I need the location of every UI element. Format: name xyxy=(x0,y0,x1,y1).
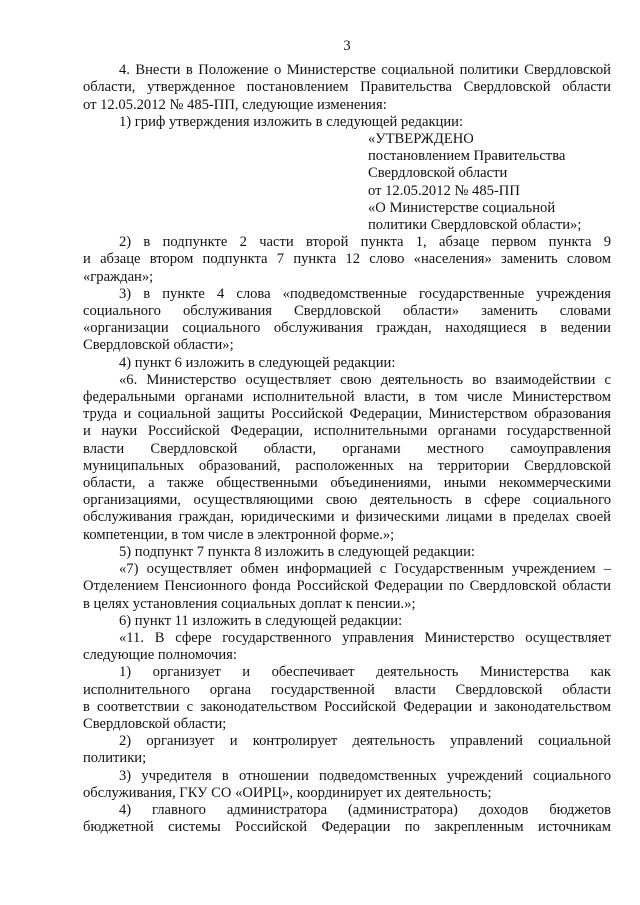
stamp-line: от 12.05.2012 № 485-ПП xyxy=(368,182,520,199)
text-line: «организации социального обслуживания граждан, находящиеся в ведении xyxy=(83,320,611,337)
text-line: политики; xyxy=(83,750,147,767)
text-line: муниципальных образований, расположенных на территории Свердловской xyxy=(83,457,611,474)
stamp-line: «УТВЕРЖДЕНО xyxy=(368,131,474,148)
text-line: бюджетной системы Российской Федерации по закрепленным источникам xyxy=(83,819,611,836)
text-line: в соответствии с законодательством Российской Федерации и законодательством xyxy=(83,698,611,715)
approval-stamp-block xyxy=(368,131,611,234)
paragraph-p10 xyxy=(83,630,611,664)
stamp-line: Свердловской области xyxy=(368,165,508,182)
text-line: 6) пункт 11 изложить в следующей редакции: xyxy=(119,612,403,629)
text-line: социального обслуживания Свердловской области» заменить словами xyxy=(83,303,611,320)
text-line: в целях установления социальных доплат к пенсии.»; xyxy=(83,595,416,612)
text-line: 3) в пункте 4 слова «подведомственные государственные учреждения xyxy=(119,285,611,302)
text-line: труда и социальной защиты Российской Федерации, Министерством образования xyxy=(83,406,611,423)
text-line: области, а также общественными объединениями, иными некоммерческими xyxy=(83,475,611,492)
text-line: обслуживания, ГКУ СО «ОИРЦ», координирует их деятельность; xyxy=(83,784,492,801)
text-line: компетенции, в том числе в электронной форме.»; xyxy=(83,526,395,543)
text-line: исполнительного органа государственной власти Свердловской области xyxy=(83,681,611,698)
text-line: Свердловской области; xyxy=(83,715,227,732)
text-line: 4) пункт 6 изложить в следующей редакции: xyxy=(119,354,396,371)
paragraph-p8 xyxy=(83,561,611,613)
amendment-items xyxy=(83,234,611,836)
text-line: от 12.05.2012 № 485-ПП, следующие изменения: xyxy=(83,96,387,113)
paragraph-p14 xyxy=(83,802,611,836)
text-line: 1) организует и обеспечивает деятельность Министерства как xyxy=(119,664,611,681)
text-line: 2) в подпункте 2 части второй пункта 1, абзаце первом пункта 9 xyxy=(119,234,611,251)
text-line: власти Свердловской области, органами местного самоуправления xyxy=(83,440,611,457)
document-page xyxy=(83,38,611,836)
paragraph-p9 xyxy=(83,613,611,630)
text-line: области, утвержденное постановлением Правительства Свердловской области xyxy=(83,79,611,96)
paragraph-p13 xyxy=(83,768,611,802)
paragraph-p12 xyxy=(83,733,611,767)
text-line: организациями, осуществляющими свою деятельность в сфере социального xyxy=(83,492,611,509)
text-line: «6. Министерство осуществляет свою деятельность во взаимодействии с xyxy=(119,371,611,388)
text-line: и науки Российской Федерации, исполнительными органами государственной xyxy=(83,423,611,440)
text-line: Свердловской области»; xyxy=(83,337,234,354)
text-line: 1) гриф утверждения изложить в следующей редакции: xyxy=(119,113,464,130)
page-number: 3 xyxy=(343,38,351,54)
text-line: обслуживания граждан, юридическими и физическими лицами в пределах своей xyxy=(83,509,611,526)
paragraph-p1 xyxy=(83,62,611,114)
text-line: 4. Внести в Положение о Министерстве социальной политики Свердловской xyxy=(119,62,611,79)
stamp-line: постановлением Правительства xyxy=(368,148,566,165)
text-line: следующие полномочия: xyxy=(83,647,237,664)
text-line: «11. В сфере государственного управления Министерство осуществляет xyxy=(119,629,611,646)
text-line: «граждан»; xyxy=(83,268,154,285)
text-line: Отделением Пенсионного фонда Российской Федерации по Свердловской области xyxy=(83,578,611,595)
text-line: 3) учредителя в отношении подведомственных учреждений социального xyxy=(119,767,611,784)
paragraph-p6 xyxy=(83,372,611,544)
text-line: федеральными органами исполнительной власти, в том числе Министерством xyxy=(83,389,611,406)
text-line: и абзаце втором подпункта 7 пункта 12 слово «населения» заменить словом xyxy=(83,251,611,268)
text-line: 4) главного администратора (администратора) доходов бюджетов xyxy=(119,801,611,818)
stamp-line: политики Свердловской области»; xyxy=(368,217,582,234)
paragraph-p11 xyxy=(83,664,611,733)
paragraph-p3 xyxy=(83,234,611,286)
amendment-intro xyxy=(83,62,611,131)
paragraph-p7 xyxy=(83,544,611,561)
text-line: 2) организует и контролирует деятельность управлений социальной xyxy=(119,733,611,750)
stamp-line: «О Министерстве социальной xyxy=(368,199,556,216)
paragraph-p4 xyxy=(83,286,611,355)
paragraph-p2 xyxy=(83,114,611,131)
text-line: «7) осуществляет обмен информацией с Государственным учреждением – xyxy=(119,561,611,578)
paragraph-p5 xyxy=(83,355,611,372)
text-line: 5) подпункт 7 пункта 8 изложить в следующей редакции: xyxy=(119,543,475,560)
